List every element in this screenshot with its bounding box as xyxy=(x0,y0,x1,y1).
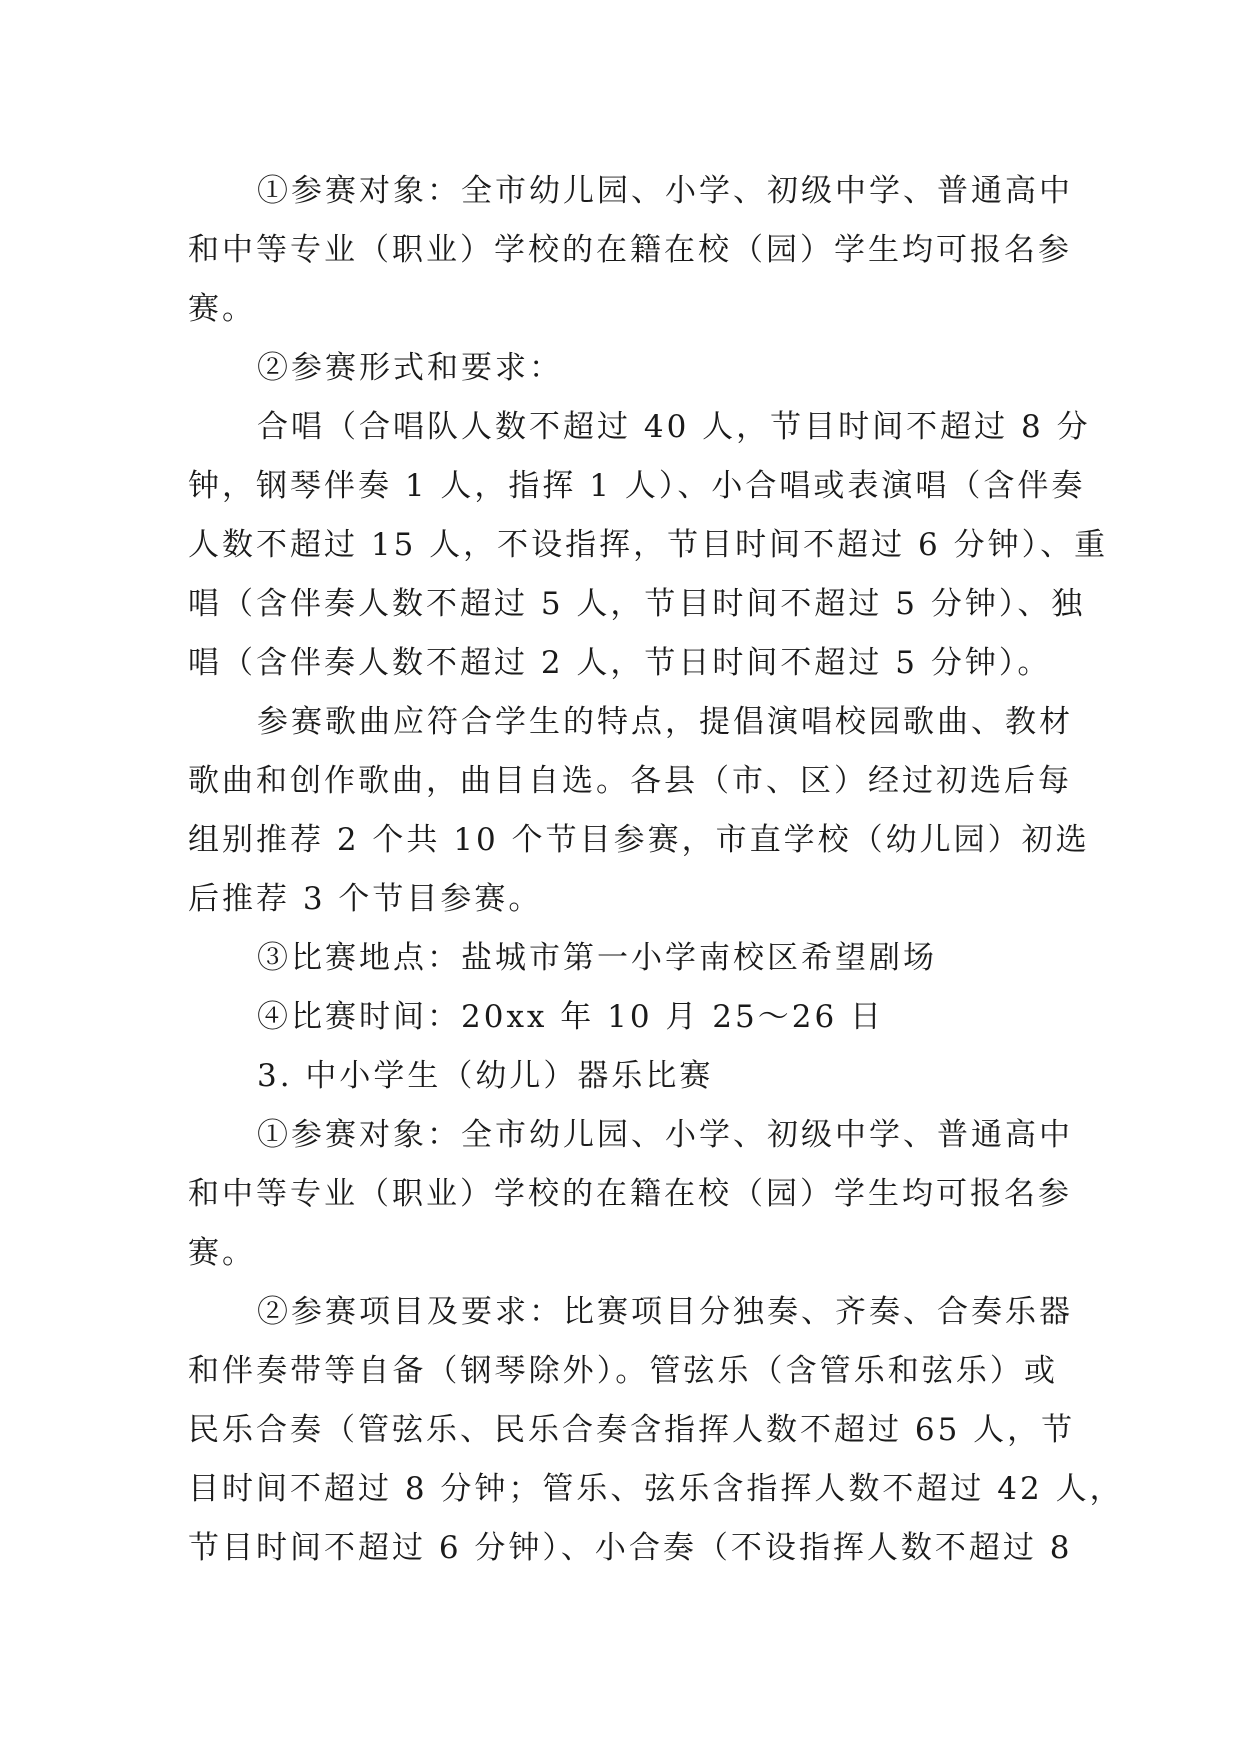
text-line: 3. 中小学生（幼儿）器乐比赛 xyxy=(257,1058,714,1094)
text-line: 人数不超过 15 人，不设指挥，节目时间不超过 6 分钟）、重 xyxy=(188,527,1109,563)
text-line: 民乐合奏（管弦乐、民乐合奏含指挥人数不超过 65 人，节 xyxy=(188,1412,1076,1448)
text-line: 歌曲和创作歌曲，曲目自选。各县（市、区）经过初选后每 xyxy=(188,763,1072,799)
text-line: 组别推荐 2 个共 10 个节目参赛，市直学校（幼儿园）初选 xyxy=(188,822,1090,858)
text-line: 和伴奏带等自备（钢琴除外）。管弦乐（含管乐和弦乐）或 xyxy=(188,1353,1058,1389)
text-line: ③比赛地点：盐城市第一小学南校区希望剧场 xyxy=(257,940,937,976)
text-line: 钟，钢琴伴奏 1 人，指挥 1 人）、小合唱或表演唱（含伴奏 xyxy=(188,468,1086,504)
text-line: ①参赛对象：全市幼儿园、小学、初级中学、普通高中 xyxy=(257,1117,1073,1153)
text-line: 合唱（合唱队人数不超过 40 人，节目时间不超过 8 分 xyxy=(257,409,1091,445)
text-line: ①参赛对象：全市幼儿园、小学、初级中学、普通高中 xyxy=(257,173,1073,209)
text-line: ④比赛时间：20xx 年 10 月 25～26 日 xyxy=(257,999,885,1035)
text-line: 和中等专业（职业）学校的在籍在校（园）学生均可报名参 xyxy=(188,232,1072,268)
text-line: 和中等专业（职业）学校的在籍在校（园）学生均可报名参 xyxy=(188,1176,1072,1212)
text-line: 赛。 xyxy=(188,291,256,327)
text-line: 后推荐 3 个节目参赛。 xyxy=(188,881,543,917)
text-line: 赛。 xyxy=(188,1235,256,1271)
text-line: 唱（含伴奏人数不超过 2 人，节日时间不超过 5 分钟）。 xyxy=(188,645,1052,681)
text-line: ②参赛项目及要求：比赛项目分独奏、齐奏、合奏乐器 xyxy=(257,1294,1073,1330)
text-line: 目时间不超过 8 分钟；管乐、弦乐含指挥人数不超过 42 人， xyxy=(188,1471,1124,1507)
document-body xyxy=(188,162,1124,1578)
text-line: ②参赛形式和要求： xyxy=(257,350,563,386)
text-line: 参赛歌曲应符合学生的特点，提倡演唱校园歌曲、教材 xyxy=(257,704,1073,740)
text-line: 节目时间不超过 6 分钟）、小合奏（不设指挥人数不超过 8 xyxy=(188,1530,1073,1566)
text-line: 唱（含伴奏人数不超过 5 人，节目时间不超过 5 分钟）、独 xyxy=(188,586,1086,622)
